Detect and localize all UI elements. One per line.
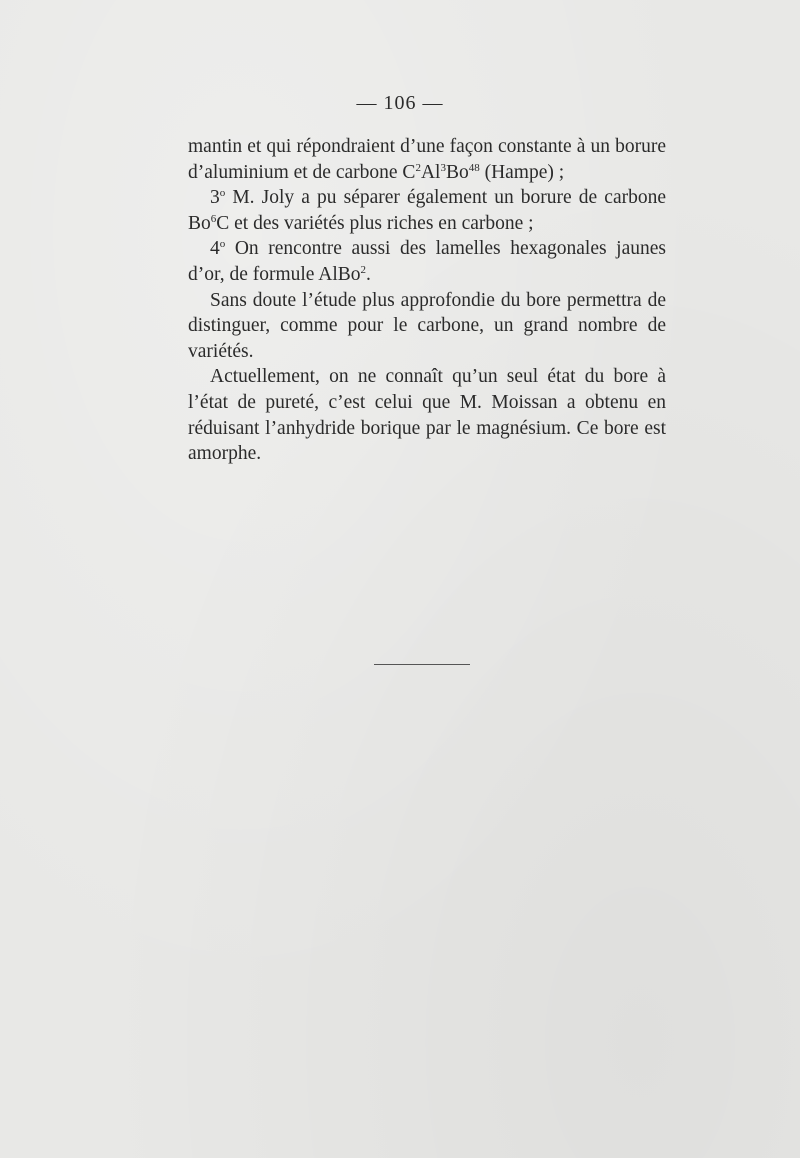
text-segment: M. Joly a pu séparer également un borure de carbone Bo — [188, 187, 666, 234]
superscript: 2 — [415, 161, 421, 174]
end-rule — [374, 664, 470, 665]
superscript: o — [219, 187, 226, 200]
text-segment: Actuellement, on ne connaît qu’un seul état du bore à l’état de pureté, c’est celui que M. Moissan a obtenu en réduisant l’anhydride borique par le magnésium. Ce bore est amorphe. — [188, 366, 666, 465]
paragraph-p3 — [188, 236, 666, 287]
page-number: — 106 — — [356, 92, 444, 114]
text-segment: On rencontre aussi des lamelles hexagonales jaunes d’or, de formule AlBo — [188, 238, 666, 285]
paragraph-p5 — [188, 364, 666, 466]
paragraph-p1 — [188, 134, 666, 185]
text-segment: Sans doute l’étude plus approfondie du bore permettra de distinguer, comme pour le carbone, un grand nombre de variétés. — [188, 289, 666, 362]
superscript: 48 — [468, 161, 480, 174]
text-segment: mantin et qui répondraient d’une façon constante à un borure d’aluminium et de carbone C — [188, 136, 666, 183]
superscript: 6 — [210, 212, 217, 225]
text-segment: (Hampe) ; — [479, 161, 565, 183]
paragraph-p4 — [188, 288, 666, 365]
text-segment: C et des variétés plus riches en carbone ; — [216, 212, 534, 234]
text-segment: 4 — [210, 238, 220, 260]
body-text — [188, 134, 666, 467]
text-segment: 3 — [210, 187, 220, 209]
superscript: 3 — [440, 161, 446, 174]
superscript: o — [219, 238, 226, 251]
superscript: 2 — [360, 263, 367, 276]
text-segment: . — [366, 263, 371, 285]
paragraph-p2 — [188, 185, 666, 236]
text-segment: Bo — [445, 161, 469, 183]
text-segment: Al — [420, 161, 441, 183]
